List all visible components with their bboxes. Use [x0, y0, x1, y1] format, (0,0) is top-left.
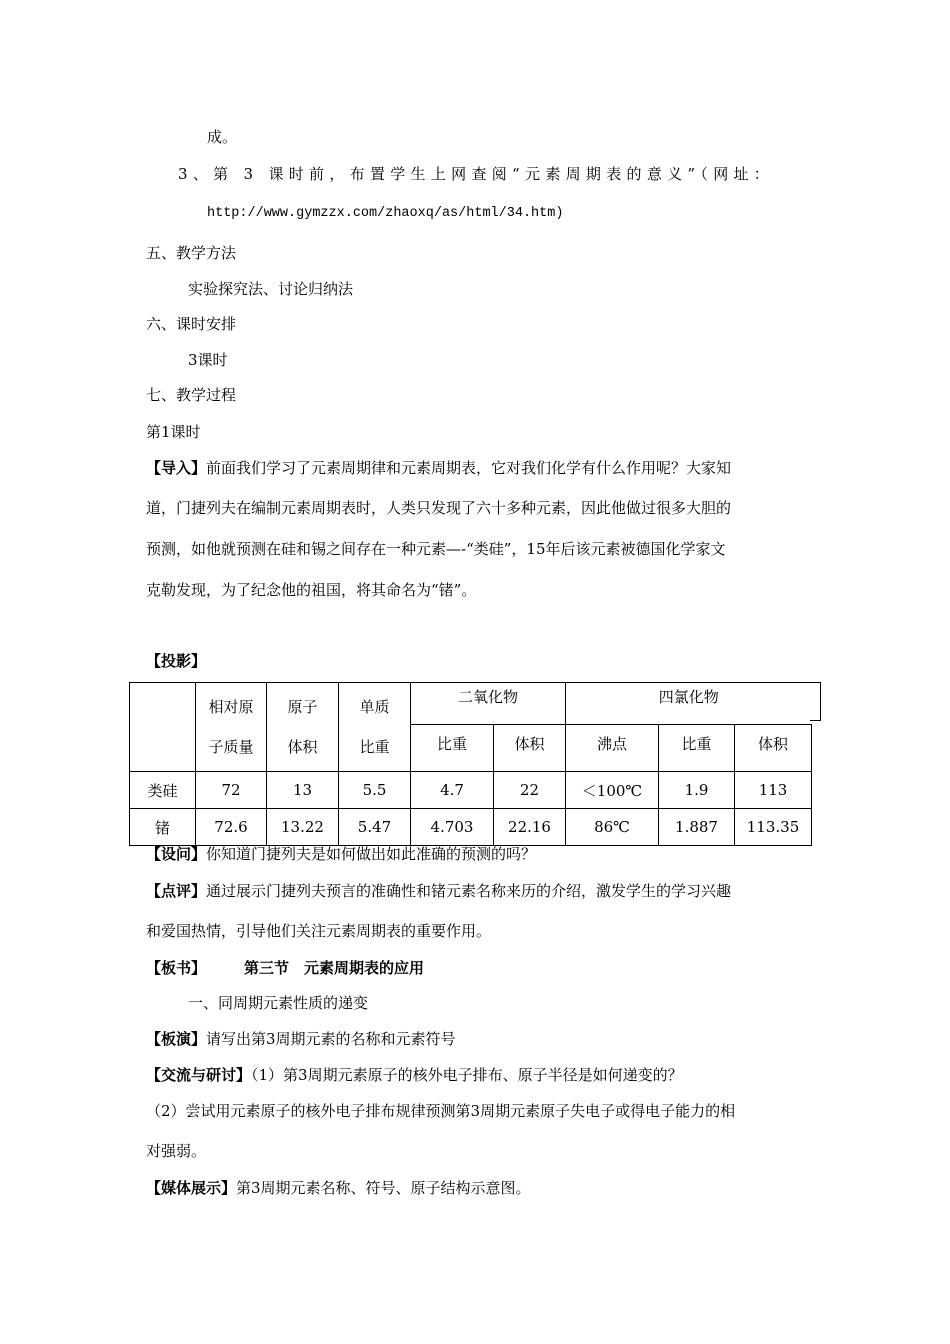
question-text: 你知道门捷列夫是如何做出如此准确的预测的吗？ — [206, 845, 537, 863]
item3-prefix: 3、第 — [178, 165, 234, 183]
intro-tail: 成。 — [207, 128, 238, 146]
table-row — [130, 809, 812, 846]
question-tag: 【设问】 — [146, 845, 207, 863]
list-item-3 — [178, 163, 774, 184]
lesson-1-label: 第1课时 — [146, 423, 201, 441]
board-demo-text: 请写出第3周期元素的名称和元素符号 — [206, 1030, 456, 1048]
discussion-q2-line-1: （2）尝试用元素原子的核外电子排布规律预测第3周期元素原子失电子或得电子能力的相 — [146, 1102, 736, 1120]
row-name: 锗 — [130, 809, 196, 846]
header-atomic-mass — [196, 683, 267, 772]
table-cell: 4.703 — [411, 809, 494, 846]
table-cell: 13 — [267, 772, 339, 809]
header-element-density-line1: 单质 — [359, 698, 390, 716]
media-text: 第3周期元素名称、符号、原子结构示意图。 — [236, 1179, 531, 1197]
intro-text-1: 前面我们学习了元素周期律和元素周期表，它对我们化学有什么作用呢？大家知 — [206, 459, 732, 477]
comment-text-1: 通过展示门捷列夫预言的准确性和锗元素名称来历的介绍，激发学生的学习兴趣 — [206, 882, 732, 900]
subheader-oxide-volume: 体积 — [494, 725, 566, 772]
discussion-q2-line-2: 对强弱。 — [146, 1142, 207, 1160]
table-cell: 4.7 — [411, 772, 494, 809]
header-chloride: 四氯化物 — [566, 683, 812, 725]
table-cell: 13.22 — [267, 809, 339, 846]
comment-line-1 — [146, 880, 731, 901]
comment-tag: 【点评】 — [146, 882, 207, 900]
table-cell: 22.16 — [494, 809, 566, 846]
header-atomic-mass-line2: 子质量 — [208, 738, 254, 756]
table-cell: 5.47 — [339, 809, 411, 846]
item3-num: 3 — [243, 165, 259, 183]
subheader-chloride-volume: 体积 — [735, 725, 812, 772]
intro-tag: 【导入】 — [146, 459, 207, 477]
intro-line-1 — [146, 457, 731, 478]
intro-line-4: 克勒发现，为了纪念他的祖国，将其命名为“锗”。 — [146, 581, 477, 599]
subheader-chloride-density: 比重 — [659, 725, 735, 772]
item3-url: http://www.gymzzx.com/zhaoxq/as/html/34.htm) — [207, 206, 564, 221]
table-cell: 86℃ — [566, 809, 659, 846]
table-cell: 1.9 — [659, 772, 735, 809]
intro-line-3: 预测，如他就预测在硅和锡之间存在一种元素—-“类硅”，15年后该元素被德国化学家文 — [146, 540, 726, 558]
discussion-line-1 — [146, 1064, 683, 1085]
item3-text: 课时前，布置学生上网查阅“元素周期表的意义”（网址： — [268, 165, 775, 183]
table-header-overhang — [810, 682, 821, 721]
header-element-density-line2: 比重 — [359, 738, 390, 756]
intro-line-2: 道，门捷列夫在编制元素周期表时，人类只发现了六十多种元素，因此他做过很多大胆的 — [146, 499, 732, 517]
discussion-q1: （1）第3周期元素原子的核外电子排布、原子半径是如何递变的？ — [251, 1066, 683, 1084]
board-tag: 【板书】 — [146, 959, 207, 977]
media-tag: 【媒体展示】 — [146, 1179, 237, 1197]
discussion-tag: 【交流与研讨】 — [146, 1066, 252, 1084]
table-cell: ＜100℃ — [566, 772, 659, 809]
table-row — [130, 772, 812, 809]
question-line — [146, 843, 536, 864]
table-cell: 72 — [196, 772, 267, 809]
row-name: 类硅 — [130, 772, 196, 809]
header-oxide: 二氧化物 — [411, 683, 566, 725]
header-atomic-mass-line1: 相对原 — [208, 698, 254, 716]
board-subtitle: 一、同周期元素性质的递变 — [188, 994, 369, 1012]
header-element-density — [339, 683, 411, 772]
comparison-table — [129, 682, 812, 846]
header-atomic-volume-line2: 体积 — [287, 738, 318, 756]
table-cell: 113.35 — [735, 809, 812, 846]
subheader-chloride-boiling-point: 沸点 — [566, 725, 659, 772]
media-line — [146, 1177, 531, 1198]
table-corner-cell — [130, 683, 196, 772]
table-cell: 22 — [494, 772, 566, 809]
subheader-oxide-density: 比重 — [411, 725, 494, 772]
header-atomic-volume — [267, 683, 339, 772]
section-five-body: 实验探究法、讨论归纳法 — [188, 280, 354, 298]
header-atomic-volume-line1: 原子 — [287, 698, 318, 716]
section-five-heading: 五、教学方法 — [146, 244, 237, 262]
board-demo-tag: 【板演】 — [146, 1030, 207, 1048]
section-seven-heading: 七、教学过程 — [146, 386, 237, 404]
table-cell: 1.887 — [659, 809, 735, 846]
board-title: 第三节 元素周期表的应用 — [244, 959, 425, 977]
table-cell: 72.6 — [196, 809, 267, 846]
projection-tag: 【投影】 — [146, 652, 207, 670]
board-demo-line — [146, 1028, 456, 1049]
table-cell: 5.5 — [339, 772, 411, 809]
table-cell: 113 — [735, 772, 812, 809]
comment-line-2: 和爱国热情，引导他们关注元素周期表的重要作用。 — [146, 922, 492, 940]
section-six-body: 3课时 — [188, 351, 228, 369]
section-six-heading: 六、课时安排 — [146, 315, 237, 333]
